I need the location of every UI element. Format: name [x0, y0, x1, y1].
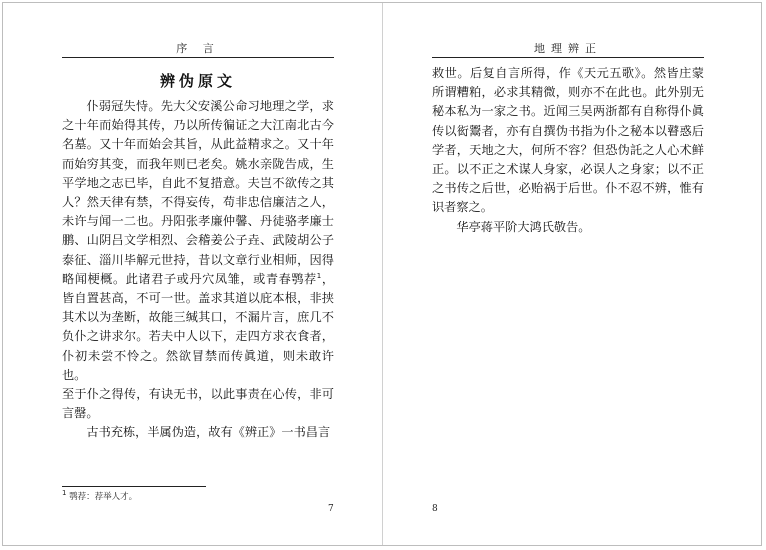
- footnote-ref-mark: 1: [316, 271, 322, 280]
- book-spine: [382, 3, 383, 545]
- paragraph-1-text-b: ，皆自置甚高，不可一世。盖求其道以庇本根，非挟其术以为垄断，故能三缄其口，不漏片言，庶几不负仆之讲求尔。若夫中人以下，走四方求衣食者，仆初未尝不怜之。然欲冒禁而传眞道，则未敢许也。: [62, 271, 335, 382]
- left-body-text: [62, 97, 334, 443]
- right-body-text: [432, 64, 704, 237]
- section-title: 辨伪原文: [159, 72, 236, 90]
- header-rule-left: [62, 57, 334, 58]
- paragraph-2: 至于仆之得传，有诀无书，以此事责在心传，非可言罄。: [62, 387, 334, 421]
- paragraph-3: 古书充栋，半属伪造，故有《辨正》一书昌言: [86, 425, 331, 440]
- running-head-right: 地理辨正: [534, 42, 602, 55]
- signature-line: 华亭蒋平阶大鸿氏敬告。: [456, 219, 591, 234]
- footnote: [62, 490, 334, 502]
- footnote-rule: [62, 486, 206, 487]
- paragraph-1: [62, 97, 334, 385]
- left-page: [62, 0, 334, 550]
- running-head-left: 序 言: [176, 42, 220, 55]
- page-number-right: 8: [432, 504, 438, 514]
- footnote-text: 鹗荐：荐举人才。: [69, 492, 138, 502]
- paragraph-4: 救世。后复自言所得，作《天元五歌》。然皆庄蒙所谓糟粕，必求其精微，则亦不在此也。此外别无秘本私为一家之书。近闻三吴两浙都有自称得仆眞传以衒鬻者，亦有自撰伪书指为仆之秘本以瞽惑后学者，天地之大，何所不容？但恐伪託之人心术鲜正。以不正之术谋人身家，必误人之身家；以不正之书传之后世，必贻祸于后世。仆不忍不辨，惟有识者察之。: [432, 66, 704, 215]
- footnote-mark: 1: [62, 489, 67, 498]
- page-number-left: 7: [328, 504, 334, 514]
- header-rule-right: [432, 57, 704, 58]
- paragraph-1-text-a: 仆弱冠失恃。先大父安溪公命习地理之学，求之十年而始得其传，乃以所传徧证之大江南北古今名墓。又十年而始会其旨，从此益精求之。又十年而始穷其变，而我年则已老矣。姚水亲陇告成，生平学地之志已毕，自此不复措意。夫岂不欲传之其人？然天律有禁，不得妄传，苟非忠信廉洁之人，未许与闻一二也。丹阳张孝廉仲馨、丹徒骆孝廉士鹏、山阴吕文学相烈、会稽姜公子垚、武陵胡公子泰征、淄川毕解元世持，昔以文章行业相师，因得略闻梗概。此诸君子或丹穴凤雏，或青春鹗荐: [62, 99, 334, 286]
- right-page: [432, 0, 704, 550]
